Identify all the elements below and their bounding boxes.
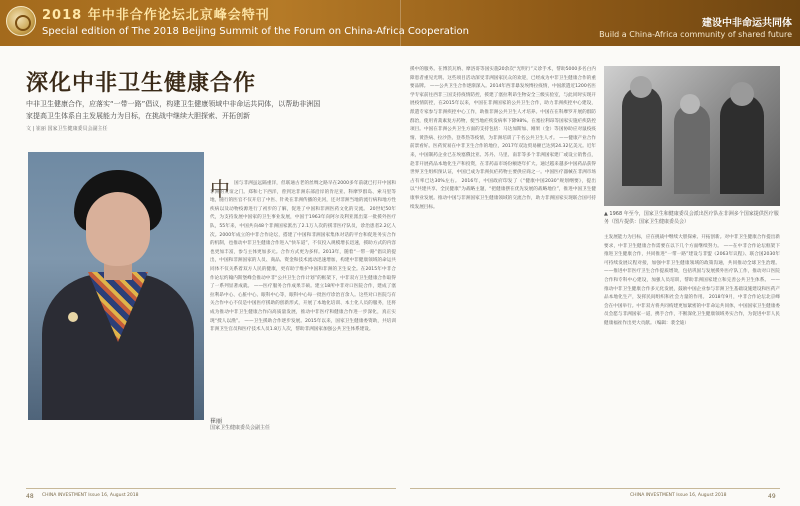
page-divider bbox=[400, 0, 401, 46]
portrait-brooch bbox=[68, 312, 78, 322]
photo-figure-3 bbox=[720, 94, 764, 194]
photo-figure-1 bbox=[622, 86, 662, 186]
drop-cap: 中 bbox=[210, 177, 230, 201]
portrait-caption-name: 崔丽 bbox=[210, 418, 223, 425]
article-byline: 文 | 崔丽 国家卫生健康委员会副主任 bbox=[26, 126, 108, 132]
article-column-3: 主发展能力为目标，应在挑战中继续大胆探索、开拓创新。对中非卫生健康合作提出新要求，中非卫生健康合作需要在以下几个方面继续努力。 ——在中非合作论坛框架下推进卫生健康合作，共同推进“一带一路”建设与非盟《2063年议程》、联合国2030年可持续发展议程对接，加强中非卫生健康领域的政策沟通，共同推动全球卫生治理。 ——推进中非医疗卫生合作提质增效，包括巩固与发展援外医疗队工作，推动对口医院合作和专科中心建设，加强人员培训，帮助非洲国家建立和完善公共卫生体系。 ——推动中非卫生健康合作多元化发展，鼓励中国企业参与非洲卫生基础设施建设和医药产品本地化生产，发挥民间组织和社会力量的作用。 2018年9月，中非合作论坛北京峰会在中国举行。中非双方将共同构建更加紧密的中非命运共同体，中国国家卫生健康委员会愿与非洲国家一道，携手合作，不断深化卫生健康领域务实合作，为促进中非人民健康福祉作出更大贡献。（编辑：裴全迪） bbox=[604, 235, 780, 326]
summit-emblem-icon bbox=[6, 6, 36, 36]
footer-rule-left bbox=[26, 488, 396, 489]
banner-cn-title: 2018 年中非合作论坛北京峰会特刊 bbox=[42, 8, 270, 23]
photo-head-2 bbox=[680, 94, 700, 114]
photo-head-1 bbox=[630, 76, 652, 98]
photo-head-3 bbox=[730, 82, 754, 106]
banner-section-subtitle: Build a China-Africa community of shared future bbox=[599, 30, 792, 39]
footer-publication-left: CHINA INVESTMENT Issue 16, August 2018 bbox=[42, 493, 139, 498]
article-lead: 中非卫生健康合作，应落实“一带一路”倡议，构建卫生健康领域中非命运共同体，以帮助非洲国家提高卫生体系自主发展能力为目标，在挑战中继续大胆探索、开拓创新 bbox=[26, 100, 321, 120]
historical-group-photo bbox=[604, 66, 780, 206]
page-number-left: 48 bbox=[26, 493, 34, 500]
portrait-face bbox=[86, 192, 150, 266]
footer-rule-right bbox=[410, 488, 780, 489]
banner-section-title: 建设中非命运共同体 bbox=[702, 18, 792, 29]
photo-figure-2 bbox=[674, 104, 710, 194]
header-banner bbox=[0, 0, 800, 46]
portrait-caption: 国家卫生健康委员会副主任 bbox=[210, 425, 271, 431]
page-number-right: 49 bbox=[768, 493, 776, 500]
group-photo-caption: ▲ 1968 年至今，国家卫生和健康委员会派出医疗队在非洲多个国家提供医疗服务（图片提供：国家卫生健康委员会） bbox=[604, 211, 779, 225]
article-column-2: 援中的服务。在博茨瓦纳、摩洛哥等国实施20余次“光明行”义诊手术，帮助5000多名白内障患者重见光明。这些项目活动深受非洲国家民众的欢迎，已经成为中非卫生健康合作的重要品牌。 ——公共卫生合作逐渐深入。2014年西非暴发埃博拉疫情，中国派遣近1200名医学专家前往西非三国支持疫情防控，援建了塞拉利昂生物安全三级实验室，与此同时实现开展疫情防控，在2015年以来，中国在非洲国家的公共卫生合作，助力非洲疾控中心建设，派遣专家参与非洲疾控中心工作，助推非洲公共卫生人才培养。中国在在科摩罗开展的群防群治，使用青蒿素复方药物，使当地疟疾发病率下降98%。在塞拉利昂等国家实施疟疾防控项目。中国在非洲公共卫生方面的支持包括：马达加斯加、刚果（金）等国协助应对鼠疫疫情、黄热病、拉沙热、登革热等疫情，为非洲培训了千名公共卫生人才。 ——健康产业合作前景看好。医药贸易在中非卫生合作的地位，2017年双边贸易额已达到24.32亿美元。近年来，中国制药企业已在埃塞俄比亚、苏丹、马里、南非等多个非洲国家建厂或设立销售点，赴非开展药品本地化生产和投资，在非药品市场份额逐年扩大。通过越来越多中国药品获得世界卫生组织预认证，中国已成为非洲抗疟药物主要供应商之一。中国医疗器械在非洲市场占有率已达30%左右。 2016年，中国政府印发了《“健康中国2030”规划纲要》，提出以“共建共享、全民健康”为战略主题，“把健康摆在优先发展的战略地位”，推进中国卫生健康事业发展。推动中国与非洲国家卫生健康领域的交流合作，助力非洲国家实现联合国可持续发展目标。 bbox=[410, 67, 596, 210]
article-column-1: 国与非洲虽远隔重洋，但联通古老的丝绸之路早在2000多年前就已打开中国和非洲的友谊之门。郑和七下西洋，曾到达非洲东部沿岸的肯尼亚、科摩罗群岛、索马里等地，随行的医官不仅开启了中医、针灸在非洲传播的先河，还对非洲当地的流行病和地方性疾病以及动物疫源进行了初步的了解，促进了中国和非洲医药文化的交流。 20世纪50年代，为支持发展中国家的卫生事业发展，中国于1963年向阿尔及利亚派出第一批援外医疗队，55年来，中国共向48个非洲国家派出了2.1万人次的援非医疗队员，诊治患者2.2亿人次。2000年成立的中非合作论坛，搭建了中国和非洲国家集体对话的平台和促进务实合作的机制，也推动中非卫生健康合作进入“快车道”，不仅投入规模增长迅速，援助方式的内容也更加丰富，参与主体更加多元。合作方式更为多样。2013年，随着“一带一路”倡议的提出，中国和非洲国家的人员、商品、资金和技术流动迅速增加，构建中非健康领域的命运共同体不仅关系着双方人民的健康，更有助于维护中国和非洲的卫生安全。在2015年中非合作论坛约翰内斯堡峰会推动中非“公共卫生合作计划”的框架下，中非双方卫生健康合作取得了一系列显著成就。 ——医疗服务合作成果丰硕。建立18所中非对口医院合作，建成了塞拉利昂中心、心脏中心、眼科中心等，眼科中心每一批医疗诊治百余人。这些对口医院与有关合作中心不仅是中国医疗援助的创新形式，开展了本地化培训、本土化人员的服务，还将成为推动中非卫生健康合作向高质量发展，推动中非医疗和健康合作进一步深化，真正实现“授人以渔”。 ——卫生援助合作逐步发展。2015年以来，国家卫生健康委资助，共培训非洲卫生官员和医疗技术人员1.8万人次，帮助非洲国家加强公共卫生体系建设。 bbox=[210, 181, 396, 333]
banner-en-title: Special edition of The 2018 Beijing Summit of the Forum on China-Africa Cooperation bbox=[42, 26, 469, 37]
article-title: 深化中非卫生健康合作 bbox=[26, 70, 257, 96]
footer-publication-right: CHINA INVESTMENT Issue 16, August 2018 bbox=[630, 493, 727, 498]
author-portrait-photo bbox=[28, 152, 204, 420]
